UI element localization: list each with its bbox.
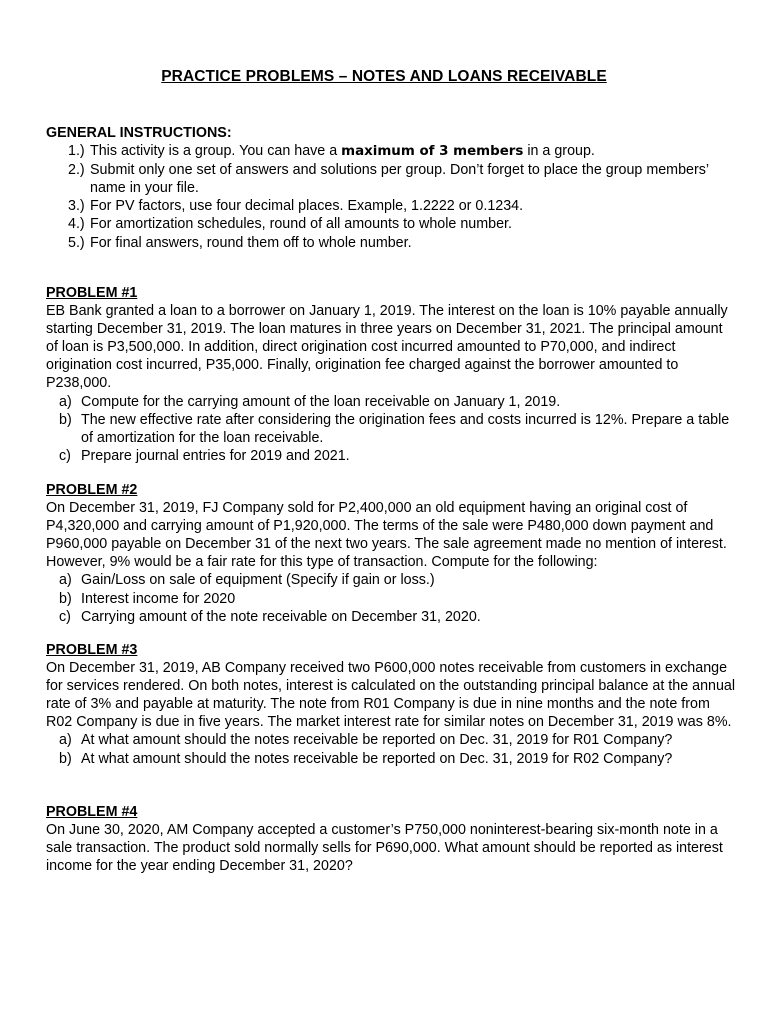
problem-heading: PROBLEM #4 [46,804,138,820]
instructions-heading: GENERAL INSTRUCTIONS: [46,125,232,141]
instruction-number: 3.) [68,198,85,215]
instruction-item: 4.) For amortization schedules, round of all amounts to whole number. [68,216,512,233]
instruction-item: 2.) Submit only one set of answers and solutions per group. Don’t forget to place the group members’ name in your file. [68,162,709,197]
problem-subitem: b) At what amount should the notes receivable be reported on Dec. 31, 2019 for R02 Company? [59,750,673,767]
general-instructions [46,124,736,252]
instruction-number: 5.) [68,234,85,251]
problem-body: On June 30, 2020, AM Company accepted a customer’s P750,000 noninterest-bearing six-month note in a sale transaction. The product sold normally sells for P690,000. What amount should be reported as interest income for the year ending December 31, 2020? [46,822,723,875]
instruction-item: 1.) This activity is a group. You can have a maximum of 3 members in a group. [68,143,595,160]
instruction-item: 3.) For PV factors, use four decimal places. Example, 1.2222 or 0.1234. [68,198,524,215]
instruction-number: 2.) [68,162,85,179]
instruction-item: 5.) For final answers, round them off to whole number. [68,234,412,251]
problem-3 [46,641,736,768]
max-members-emphasis: maximum of 3 members [341,144,524,160]
problem-subitem: a) Gain/Loss on sale of equipment (Specify if gain or loss.) [59,572,435,589]
instructions-list [46,142,736,252]
problem-1 [46,284,736,465]
instruction-number: 1.) [68,143,85,160]
problem-body: On December 31, 2019, FJ Company sold for P2,400,000 an old equipment having an original cost of P4,320,000 and carrying amount of P1,920,000. The terms of the sale were P480,000 down payment and P960,000 payable on December 31 of the next two years. The sale agreement made no mention of interest. However, 9% would be a fair rate for this type of transaction. Compute for the following: [46,500,727,571]
problem-subitem: b) Interest income for 2020 [59,590,236,607]
problem-2 [46,481,736,626]
problem-body: On December 31, 2019, AB Company received two P600,000 notes receivable from customers in exchange for services rendered. On both notes, interest is calculated on the outstanding principal balance at the annual rate of 3% and payable at maturity. The note from R01 Company is due in nine months and the note from R02 Company is due in five years. The market interest rate for similar notes on December 31, 2019 was 8%. [46,660,736,731]
problem-subitem: c) Prepare journal entries for 2019 and 2021. [59,447,350,464]
problem-subitem: c) Carrying amount of the note receivable on December 31, 2020. [59,608,481,625]
instruction-number: 4.) [68,216,85,233]
problem-4 [46,803,736,875]
problem-subitem: b) The new effective rate after considering the origination fees and costs incurred is 12%. Prepare a table of amortization for the loan receivable. [59,411,730,446]
problem-subitem: a) Compute for the carrying amount of the loan receivable on January 1, 2019. [59,393,561,410]
problem-body: EB Bank granted a loan to a borrower on January 1, 2019. The interest on the loan is 10% payable annually starting December 31, 2019. The loan matures in three years on December 31, 2021. The principal amount of loan is P3,500,000. In addition, direct origination cost incurred amounted to P70,000, and indirect origination cost incurred, P35,000. Finally, origination fee charged against the borrower amounted to P238,000. [46,303,728,392]
problem-heading: PROBLEM #2 [46,482,138,498]
problem-subitem: a) At what amount should the notes receivable be reported on Dec. 31, 2019 for R01 Company? [59,732,673,749]
problem-heading: PROBLEM #1 [46,285,138,301]
page-title: PRACTICE PROBLEMS – NOTES AND LOANS RECEIVABLE [161,68,607,85]
problem-heading: PROBLEM #3 [46,642,138,658]
